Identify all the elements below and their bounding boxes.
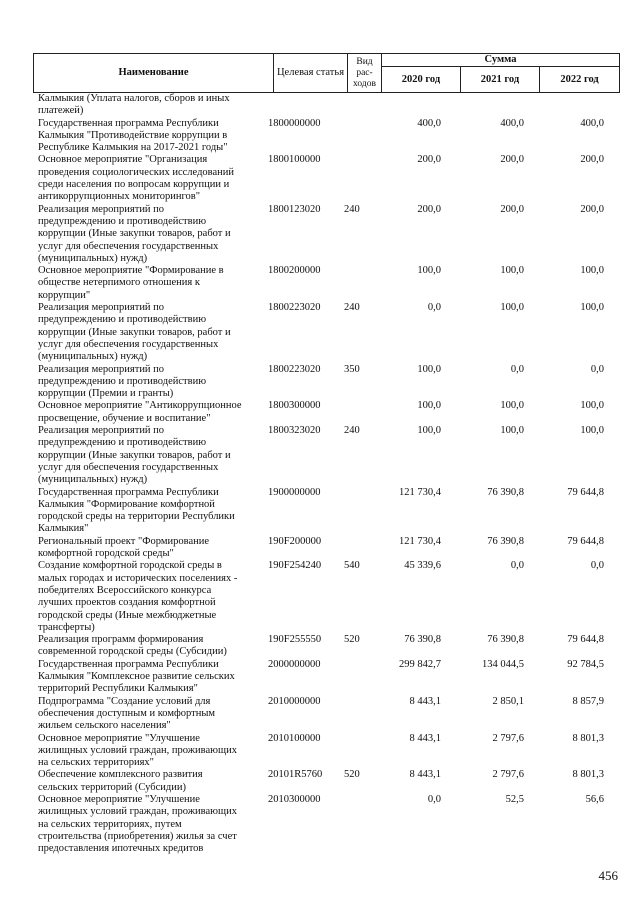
row-value-2022: 92 784,5 [567, 658, 604, 670]
row-value-2021: 100,0 [500, 265, 524, 277]
table-row [0, 794, 640, 856]
row-value-2021: 0,0 [510, 560, 524, 572]
row-value-2021: 2 797,6 [492, 732, 524, 744]
table-row [0, 364, 640, 401]
table-row [0, 154, 640, 203]
row-name: Основное мероприятие "Улучшение жилищных условий граждан, проживающих на сельских территориях" [38, 732, 237, 769]
row-name: Обеспечение комплексного развития сельских территорий (Субсидии) [38, 769, 203, 793]
row-value-2021: 100,0 [500, 425, 524, 437]
row-code: 190F254240 [268, 560, 322, 572]
header-sum: Сумма [382, 54, 620, 67]
row-code: 1800000000 [268, 117, 321, 129]
row-value-2022: 100,0 [580, 400, 604, 412]
row-name: Создание комфортной городской среды в малых городах и исторических поселениях - победителях Всероссийского конкурса лучших проектов создания комфортной городской среды (Иные межбюджетные трансферты) [38, 560, 238, 633]
table-row [0, 696, 640, 733]
table-row [0, 769, 640, 794]
row-value-2022: 0,0 [590, 560, 604, 572]
row-value-2022: 200,0 [580, 203, 604, 215]
row-value-2020: 299 842,7 [399, 658, 441, 670]
row-value-2022: 100,0 [580, 425, 604, 437]
row-value-2021: 2 850,1 [492, 695, 524, 707]
row-value-2021: 200,0 [500, 154, 524, 166]
table-row [0, 204, 640, 266]
row-code: 1800323020 [268, 425, 321, 437]
row-value-2020: 100,0 [417, 400, 441, 412]
row-value-2022: 8 801,3 [572, 769, 604, 781]
row-vid: 540 [344, 560, 360, 572]
row-value-2022: 0,0 [590, 363, 604, 375]
row-code: 1800223020 [268, 302, 321, 314]
table-row [0, 118, 640, 155]
table-row [0, 659, 640, 696]
row-name: Подпрограмма "Создание условий для обеспечения доступным и комфортным жильем сельского населения" [38, 695, 216, 732]
row-code: 2010100000 [268, 732, 321, 744]
row-value-2022: 79 644,8 [567, 486, 604, 498]
row-value-2022: 100,0 [580, 265, 604, 277]
row-value-2021: 200,0 [500, 203, 524, 215]
row-value-2021: 76 390,8 [487, 486, 524, 498]
row-code: 2010300000 [268, 793, 321, 805]
row-value-2021: 2 797,6 [492, 769, 524, 781]
row-value-2020: 8 443,1 [409, 769, 441, 781]
table-row [0, 733, 640, 770]
row-value-2022: 56,6 [585, 793, 604, 805]
row-name: Государственная программа Республики Калмыкия "Комплексное развитие сельских территорий Республики Калмыкия" [38, 658, 235, 695]
row-code: 1800300000 [268, 400, 321, 412]
row-value-2020: 200,0 [417, 154, 441, 166]
row-name: Региональный проект "Формирование комфортной городской среды" [38, 535, 210, 560]
header-year-2021: 2021 год [461, 67, 540, 93]
row-vid: 350 [344, 363, 360, 375]
row-value-2020: 100,0 [417, 265, 441, 277]
row-value-2021: 0,0 [510, 363, 524, 375]
header-target: Целевая статья [274, 54, 348, 93]
row-value-2021: 76 390,8 [487, 634, 524, 646]
page-number: 456 [598, 868, 618, 883]
table-row [0, 487, 640, 536]
row-vid: 240 [344, 302, 360, 314]
row-name: Государственная программа Республики Калмыкия "Противодействие коррупции в Республике Калмыкия на 2017-2021 годы" [38, 117, 228, 154]
row-value-2020: 100,0 [417, 425, 441, 437]
table-row [0, 536, 640, 561]
header-vid: Вид рас-ходов [348, 54, 382, 93]
row-value-2020: 100,0 [417, 363, 441, 375]
row-value-2021: 134 044,5 [482, 658, 524, 670]
row-value-2022: 8 857,9 [572, 695, 604, 707]
row-vid: 240 [344, 425, 360, 437]
row-vid: 240 [344, 203, 360, 215]
row-value-2021: 52,5 [505, 793, 524, 805]
table-row [0, 425, 640, 487]
row-value-2020: 400,0 [417, 117, 441, 129]
row-name: Реализация мероприятий по предупреждению и противодействию коррупции (Иные закупки товаров, работ и услуг для обеспечения государственных (муниципальных) нужд) [38, 425, 231, 486]
header-year-2020: 2020 год [382, 67, 461, 93]
row-name: Основное мероприятие "Улучшение жилищных условий граждан, проживающих на сельских территориях, путем строительства (приобретения) жилья за счет предоставления ипотечных кредитов [38, 793, 237, 855]
row-value-2020: 121 730,4 [399, 486, 441, 498]
header-year-2022: 2022 год [540, 67, 620, 93]
row-value-2020: 0,0 [427, 793, 441, 805]
row-value-2020: 8 443,1 [409, 732, 441, 744]
table-row [0, 302, 640, 364]
row-code: 190F255550 [268, 634, 322, 646]
header-name: Наименование [34, 54, 274, 93]
row-value-2020: 0,0 [427, 302, 441, 314]
row-name: Калмыкия (Уплата налогов, сборов и иных платежей) [38, 93, 230, 117]
row-code: 2000000000 [268, 658, 321, 670]
row-name: Реализация мероприятий по предупреждению и противодействию коррупции (Премии и гранты) [38, 363, 207, 400]
row-name: Реализация мероприятий по предупреждению и противодействию коррупции (Иные закупки товаров, работ и услуг для обеспечения государственных (муниципальных) нужд) [38, 203, 231, 264]
table-row [0, 400, 640, 425]
row-value-2020: 200,0 [417, 203, 441, 215]
row-value-2022: 79 644,8 [567, 535, 604, 547]
row-name: Основное мероприятие "Организация проведения социологических исследований среди населения по вопросам коррупции и антикоррупционных мониторингов" [38, 154, 234, 203]
row-code: 1800100000 [268, 154, 321, 166]
row-code: 1800123020 [268, 203, 321, 215]
row-code: 1800200000 [268, 265, 321, 277]
row-value-2021: 100,0 [500, 302, 524, 314]
row-code: 1800223020 [268, 363, 321, 375]
row-code: 1900000000 [268, 486, 321, 498]
row-name: Основное мероприятие "Антикоррупционное просвещение, обучение и воспитание" [38, 400, 242, 424]
row-value-2021: 400,0 [500, 117, 524, 129]
row-value-2021: 100,0 [500, 400, 524, 412]
row-value-2022: 100,0 [580, 302, 604, 314]
table-row [0, 265, 640, 302]
row-name: Государственная программа Республики Калмыкия "Формирование комфортной городской среды на территории Республики Калмыкия" [38, 486, 235, 535]
row-name: Реализация программ формирования современной городской среды (Субсидии) [38, 634, 227, 658]
row-code: 2010000000 [268, 695, 321, 707]
table-header [33, 53, 620, 93]
row-code: 190F200000 [268, 535, 322, 547]
row-vid: 520 [344, 634, 360, 646]
row-value-2022: 200,0 [580, 154, 604, 166]
row-value-2022: 400,0 [580, 117, 604, 129]
table-row [0, 634, 640, 659]
row-value-2022: 79 644,8 [567, 634, 604, 646]
row-name: Основное мероприятие "Формирование в обществе нетерпимого отношения к коррупции" [38, 265, 224, 301]
row-vid: 520 [344, 769, 360, 781]
row-value-2021: 76 390,8 [487, 535, 524, 547]
row-value-2022: 8 801,3 [572, 732, 604, 744]
row-value-2020: 121 730,4 [399, 535, 441, 547]
row-name: Реализация мероприятий по предупреждению и противодействию коррупции (Иные закупки товаров, работ и услуг для обеспечения государственных (муниципальных) нужд) [38, 302, 231, 363]
table-row [0, 93, 640, 118]
row-value-2020: 8 443,1 [409, 695, 441, 707]
row-value-2020: 76 390,8 [404, 634, 441, 646]
table-body [0, 93, 640, 855]
row-code: 20101R5760 [268, 769, 323, 781]
table-row [0, 560, 640, 634]
row-value-2020: 45 339,6 [404, 560, 441, 572]
